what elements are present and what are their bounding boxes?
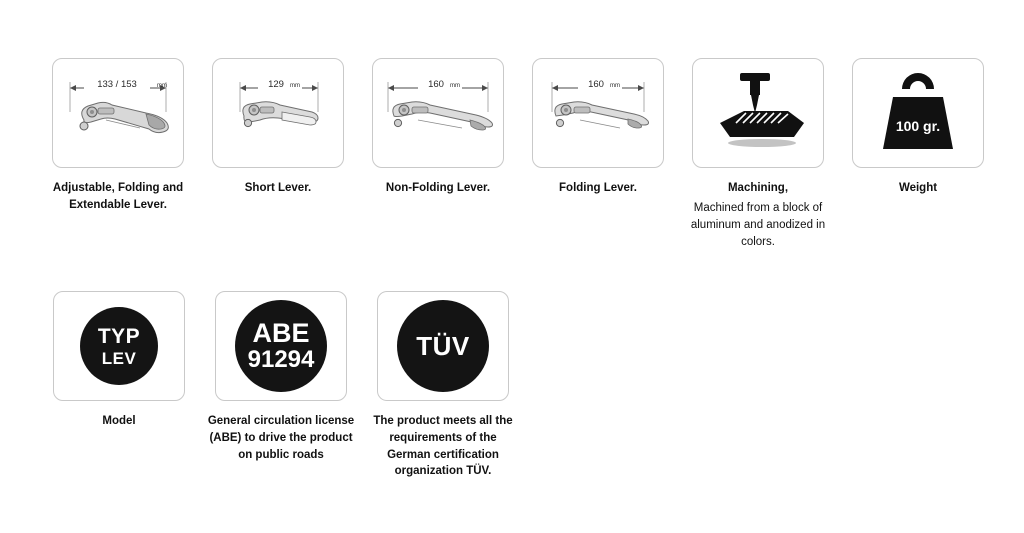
lever-adjustable-icon: [54, 60, 182, 166]
cnc-machining-icon: [698, 63, 818, 163]
model-badge-icon: [80, 307, 158, 385]
tuv-badge-card: [377, 291, 509, 401]
feature-cell-non-folding-lever: [358, 58, 518, 197]
feature-row-2: [38, 291, 998, 480]
cnc-machining-card: [692, 58, 824, 168]
feature-cell-short-lever: [198, 58, 358, 197]
feature-cell-folding-lever: [518, 58, 678, 197]
feature-grid: [38, 58, 998, 480]
tuv-badge-icon: [397, 300, 489, 392]
badge-caption: Model: [102, 415, 136, 428]
feature-caption: Machining,: [727, 182, 789, 194]
badge-caption: The product meets all the requirements of the German certification organization TÜV.: [373, 415, 513, 478]
lever-short-card: [212, 58, 344, 168]
feature-row-1: [38, 58, 998, 251]
feature-caption: Weight: [898, 182, 938, 194]
feature-cell-adjustable-folding-extendable-lever: [38, 58, 198, 213]
model-badge-card: [53, 291, 185, 401]
model-badge-line2: LEV: [101, 348, 137, 368]
lever-dimension-unit: mm: [157, 83, 167, 89]
feature-caption: Non-Folding Lever.: [385, 182, 491, 194]
lever-dimension-unit: mm: [450, 83, 460, 89]
tuv-badge-line1: TÜV: [416, 331, 470, 362]
lever-dimension-label: 129: [268, 79, 284, 90]
abe-badge-card: [215, 291, 347, 401]
badge-cell-tuv: [362, 291, 524, 480]
lever-adjustable-card: [52, 58, 184, 168]
feature-cell-weight: [838, 58, 998, 197]
model-badge-line1: TYP: [97, 324, 141, 348]
abe-badge-icon: [235, 300, 327, 392]
lever-non-folding-icon: [374, 60, 502, 166]
feature-subcaption: Machined from a block of aluminum and anodized in colors.: [690, 201, 826, 249]
lever-dimension-label: 133 / 153: [97, 79, 137, 90]
lever-dimension-unit: mm: [610, 83, 620, 89]
badge-caption: General circulation license (ABE) to drive the product on public roads: [207, 415, 355, 461]
lever-non-folding-card: [372, 58, 504, 168]
weight-card: [852, 58, 984, 168]
feature-cell-machining: [678, 58, 838, 251]
lever-short-icon: [214, 60, 342, 166]
weight-icon: [863, 63, 973, 163]
lever-dimension-label: 160: [428, 79, 444, 90]
badge-cell-model: [38, 291, 200, 430]
lever-folding-icon: [534, 60, 662, 166]
lever-dimension-unit: mm: [290, 83, 300, 89]
feature-caption: Short Lever.: [244, 182, 312, 194]
feature-caption: Folding Lever.: [559, 182, 637, 194]
abe-badge-line1: ABE: [252, 318, 310, 349]
abe-badge-line2: 91294: [247, 346, 315, 374]
badge-cell-abe: [200, 291, 362, 463]
weight-value-label: 100 gr.: [895, 118, 941, 134]
lever-folding-card: [532, 58, 664, 168]
lever-dimension-label: 160: [588, 79, 604, 90]
feature-caption: Adjustable, Folding and Extendable Lever.: [52, 182, 184, 211]
